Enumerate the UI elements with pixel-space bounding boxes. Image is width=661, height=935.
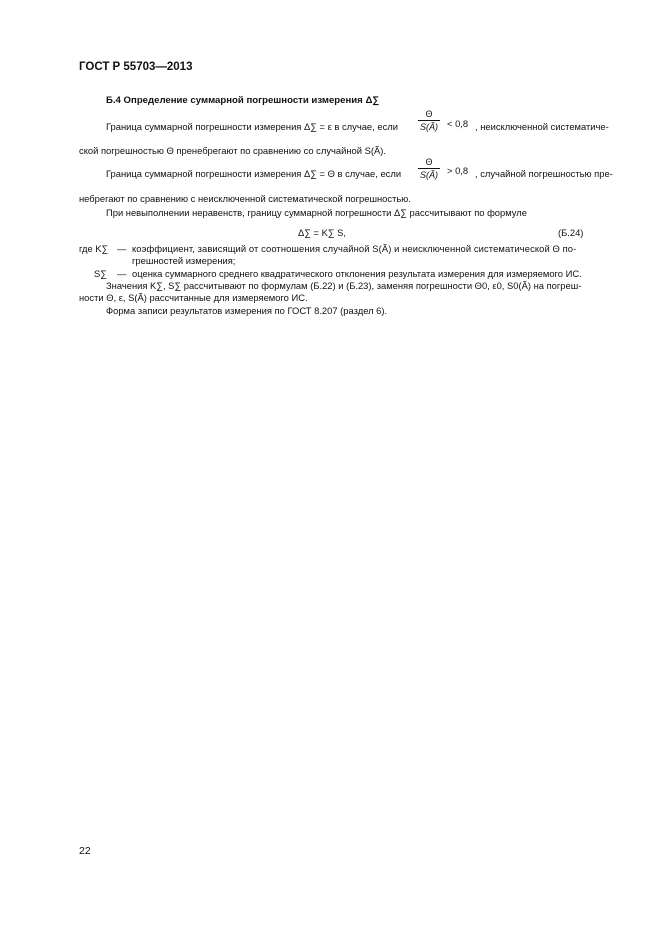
paragraph-2-text-b: , случайной погрешностью пре- (475, 168, 613, 179)
formula-expression: Δ∑ = K∑ S, (298, 227, 347, 238)
paragraph-4-line-1: Значения K∑, S∑ рассчитывают по формулам (Б.22) и (Б.23), заменяя погрешности Θ0, ε0, S0(Ã) на погреш- (106, 280, 582, 291)
paragraph-2-line-2: небрегают по сравнению с неисключенной систематической погрешностью. (79, 193, 411, 204)
definition-1-dash: — (117, 243, 127, 254)
fraction-2-denominator: S(Ã) (420, 170, 438, 180)
page-number: 22 (79, 845, 91, 857)
formula-number: (Б.24) (558, 227, 584, 238)
definition-1-lead: где K∑ (79, 243, 109, 254)
fraction-1-numerator: Θ (425, 109, 433, 119)
paragraph-4-line-2: ности Θ, ε, S(Ã) рассчитанные для измеряемого ИС. (79, 292, 308, 303)
comparison-2: > 0,8 (447, 165, 469, 176)
section-heading: Б.4 Определение суммарной погрешности измерения Δ∑ (106, 95, 380, 106)
document-header-title: ГОСТ Р 55703—2013 (79, 61, 193, 73)
paragraph-1-text-a: Граница суммарной погрешности измерения Δ∑ = ε в случае, если (106, 121, 398, 132)
definition-2-lead: S∑ (94, 268, 107, 279)
definition-2-line-1: оценка суммарного среднего квадратического отклонения результата измерения для измеряемого ИС. (132, 268, 582, 279)
definition-1-line-2: грешностей измерения; (132, 255, 236, 266)
definition-1-line-1: коэффициент, зависящий от соотношения случайной S(Ã) и неисключенной систематической Θ по- (132, 243, 577, 254)
paragraph-2-text-a: Граница суммарной погрешности измерения Δ∑ = Θ в случае, если (106, 168, 402, 179)
paragraph-3: При невыполнении неравенств, границу суммарной погрешности Δ∑ рассчитывают по формуле (106, 207, 527, 218)
fraction-2-numerator: Θ (425, 157, 433, 167)
paragraph-1-text-b: , неисключенной систематиче- (475, 121, 609, 132)
comparison-1: < 0,8 (447, 118, 469, 129)
fraction-2 (418, 157, 440, 181)
fraction-1-denominator: S(Ã) (420, 122, 438, 132)
definition-2-dash: — (117, 268, 127, 279)
fraction-1 (418, 109, 440, 133)
paragraph-1-line-2: ской погрешностью Θ пренебрегают по сравнению со случайной S(Ã). (79, 145, 386, 156)
paragraph-5: Форма записи результатов измерения по ГОСТ 8.207 (раздел 6). (106, 305, 388, 316)
